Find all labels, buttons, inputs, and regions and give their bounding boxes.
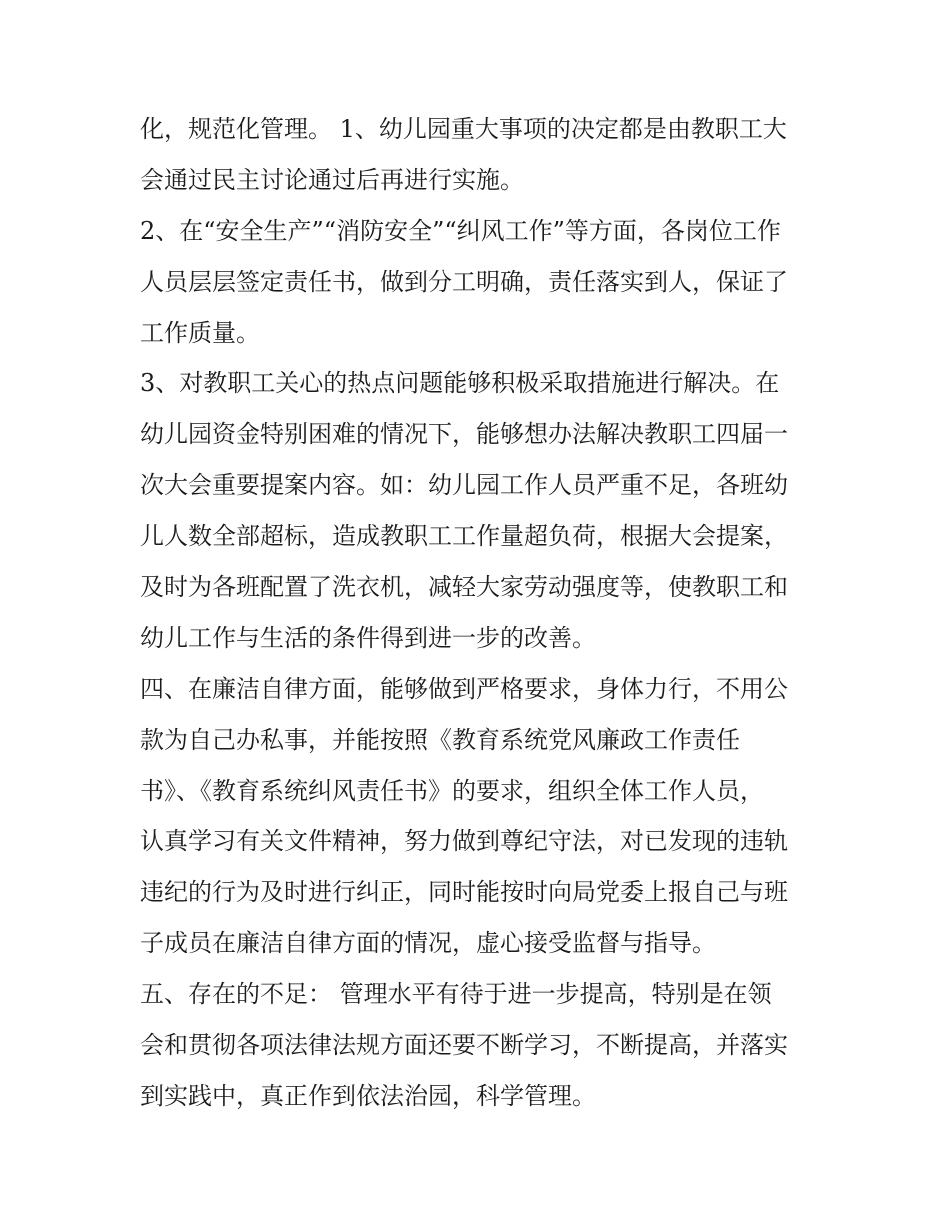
text-line: 2、在“安全生产”“消防安全”“纠风工作”等方面，各岗位工作 — [140, 216, 781, 245]
text-line: 化，规范化管理。 1、幼儿园重大事项的决定都是由教职工大 — [140, 115, 787, 143]
text-line: 及时为各班配置了洗衣机，减轻大家劳动强度等，使教职工和 — [140, 573, 788, 602]
text-line: 违纪的行为及时进行纠正，同时能按时向局党委上报自己与班 — [140, 878, 788, 907]
document-body — [140, 104, 830, 1122]
text-line: 儿人数全部超标，造成教职工工作量超负荷，根据大会提案， — [140, 522, 788, 551]
text-line: 次大会重要提案内容。如：幼儿园工作人员严重不足，各班幼 — [140, 471, 788, 500]
text-line: 会通过民主讨论通过后再进行实施。 — [140, 165, 524, 194]
text-line: 3、对教职工关心的热点问题能够积极采取措施进行解决。在 — [140, 369, 780, 398]
text-line: 人员层层签定责任书，做到分工明确，责任落实到人，保证了 — [140, 267, 788, 296]
text-line: 认真学习有关文件精神，努力做到尊纪守法，对已发现的违轨 — [140, 827, 788, 856]
text-line: 幼儿工作与生活的条件得到进一步的改善。 — [140, 623, 596, 652]
text-line: 款为自己办私事，并能按照《教育系统党风廉政工作责任 — [140, 725, 740, 754]
text-line: 会和贯彻各项法律法规方面还要不断学习，不断提高，并落实 — [140, 1031, 788, 1060]
text-line: 子成员在廉洁自律方面的情况，虚心接受监督与指导。 — [140, 929, 716, 958]
text-line: 五、存在的不足： 管理水平有待于进一步提高，特别是在领 — [140, 980, 772, 1009]
text-line: 到实践中，真正作到依法治园，科学管理。 — [140, 1081, 596, 1110]
text-line: 工作质量。 — [140, 318, 260, 347]
text-line: 书》、《教育系统纠风责任书》的要求，组织全体工作人员， — [140, 776, 764, 805]
text-line: 四、在廉洁自律方面，能够做到严格要求，身体力行，不用公 — [140, 674, 788, 703]
text-line: 幼儿园资金特别困难的情况下，能够想办法解决教职工四届一 — [140, 420, 788, 449]
